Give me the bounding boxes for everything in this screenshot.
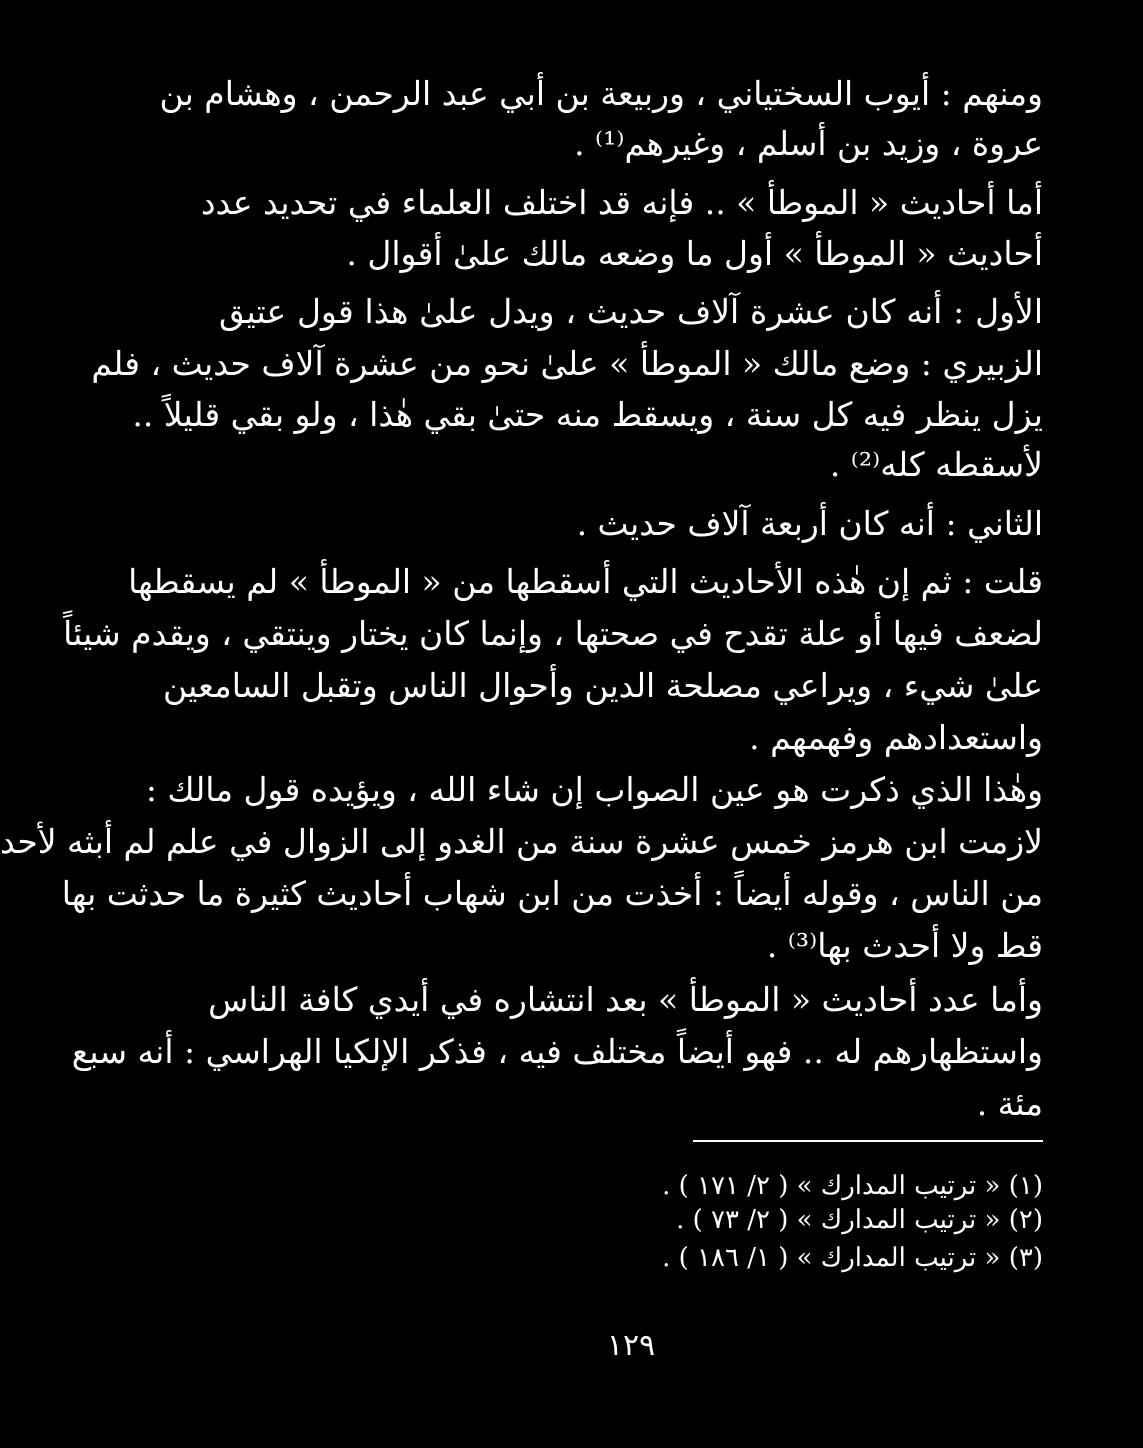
text-line: الثاني : أنه كان أربعة آلاف حديث . [576, 504, 1043, 543]
text-line: لأسقطه كله⁽²⁾ . [829, 445, 1043, 484]
footnote: (٣) « ترتيب المدارك » ( ١/ ١٨٦ ) . [662, 1243, 1043, 1273]
text-line: ومنهم : أيوب السختياني ، وربيعة بن أبي عبد الرحمن ، وهشام بن [159, 74, 1043, 113]
text-line: يزل ينظر فيه كل سنة ، ويسقط منه حتىٰ بقي هٰذا ، ولو بقي قليلاً .. [132, 395, 1043, 434]
text-line: قط ولا أحدث بها⁽³⁾ . [766, 926, 1043, 965]
text-line: لازمت ابن هرمز خمس عشرة سنة من الغدو إلى الزوال في علم لم أبثه لأحد [0, 822, 1043, 861]
text-line: مئة . [976, 1084, 1043, 1123]
text-line: عروة ، وزيد بن أسلم ، وغيرهم⁽¹⁾ . [574, 124, 1043, 163]
text-line: وأما عدد أحاديث « الموطأ » بعد انتشاره في أيدي كافة الناس [208, 980, 1043, 1019]
text-line: الأول : أنه كان عشرة آلاف حديث ، ويدل علىٰ هذا قول عتيق [219, 292, 1043, 331]
footnote: (١) « ترتيب المدارك » ( ٢/ ١٧١ ) . [662, 1171, 1043, 1201]
text-line: قلت : ثم إن هٰذه الأحاديث التي أسقطها من « الموطأ » لم يسقطها [128, 562, 1043, 601]
text-line: واستظهارهم له .. فهو أيضاً مختلف فيه ، فذكر الإلكيا الهراسي : أنه سبع [71, 1032, 1043, 1071]
page-number: ١٢٩ [606, 1328, 656, 1363]
text-line: أما أحاديث « الموطأ » .. فإنه قد اختلف العلماء في تحديد عدد [200, 183, 1043, 222]
text-line: الزبيري : وضع مالك « الموطأ » علىٰ نحو من عشرة آلاف حديث ، فلم [91, 344, 1043, 383]
text-line: وهٰذا الذي ذكرت هو عين الصواب إن شاء الله ، ويؤيده قول مالك : [145, 770, 1043, 809]
text-line: أحاديث « الموطأ » أول ما وضعه مالك علىٰ أقوال . [346, 234, 1043, 273]
text-line: علىٰ شيء ، ويراعي مصلحة الدين وأحوال الناس وتقبل السامعين [163, 666, 1043, 705]
text-line: لضعف فيها أو علة تقدح في صحتها ، وإنما كان يختار وينتقي ، ويقدم شيئاً [63, 614, 1043, 653]
text-line: من الناس ، وقوله أيضاً : أخذت من ابن شهاب أحاديث كثيرة ما حدثت بها [61, 874, 1043, 913]
text-line: واستعدادهم وفهمهم . [749, 718, 1043, 757]
footnote: (٢) « ترتيب المدارك » ( ٢/ ٧٣ ) . [676, 1205, 1043, 1235]
footnote-rule [693, 1140, 1043, 1142]
